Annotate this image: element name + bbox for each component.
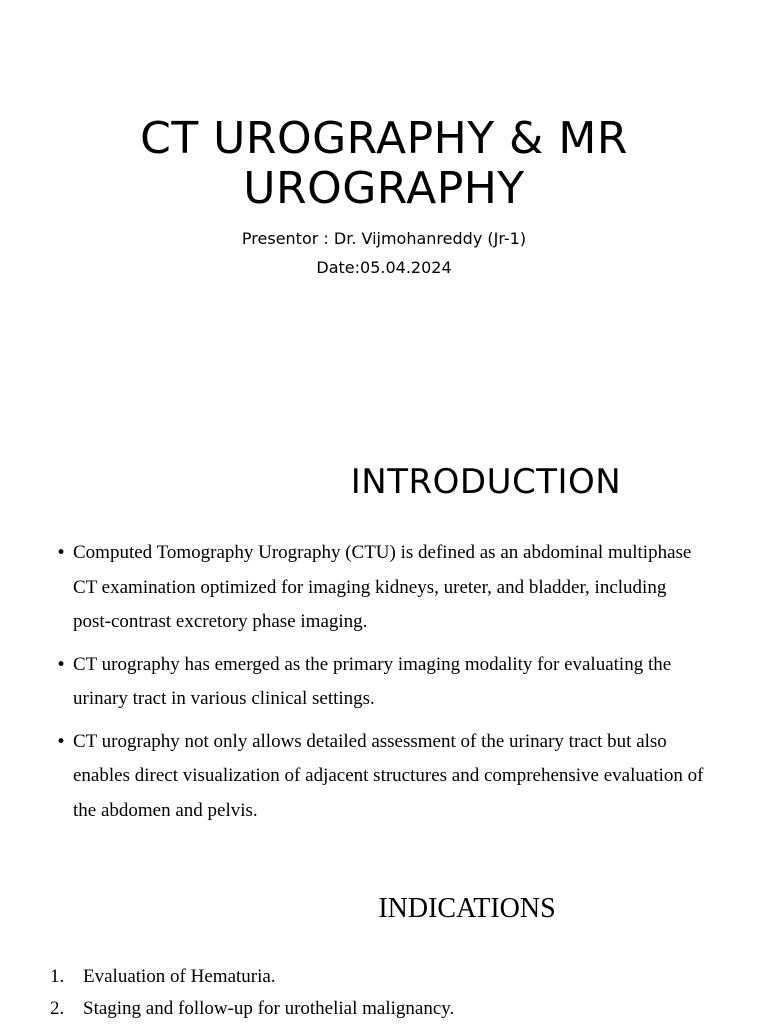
bullet-icon: • [56,654,67,675]
list-item [48,993,728,1025]
list-item [56,536,706,640]
introduction-bullet-list [56,536,706,836]
title-line-1: CT UROGRAPHY & MR [140,113,628,164]
bullet-text: Computed Tomography Urography (CTU) is defined as an abdominal multiphase CT examination optimized for imaging kidneys, ureter, and bladder, including post-contrast excretory phase imaging. [73,542,692,632]
bullet-icon: • [56,731,67,752]
bullet-text: CT urography not only allows detailed assessment of the urinary tract but also enables direct visualization of adjacent structures and comprehensive evaluation of the abdomen and pelvis. [73,730,704,821]
item-number: 2. [50,998,65,1019]
presenter-line: Presentor : Dr. Vijmohanreddy (Jr-1) [241,229,527,248]
list-item [56,648,706,717]
bullet-text: CT urography has emerged as the primary imaging modality for evaluating the urinary tract in various clinical settings. [73,653,672,709]
list-item [48,961,728,993]
bullet-icon: • [56,543,67,563]
item-text: Evaluation of Hematuria. [83,966,276,987]
introduction-heading: INTRODUCTION [350,462,622,502]
indications-heading: INDICATIONS [378,893,556,924]
list-item [56,725,706,829]
page-title [84,114,684,214]
item-number: 1. [50,966,65,987]
title-line-2: UROGRAPHY [243,163,525,214]
item-text: Staging and follow-up for urothelial malignancy. [83,998,455,1019]
indications-list [48,961,728,1025]
date-line: Date:05.04.2024 [316,258,452,277]
